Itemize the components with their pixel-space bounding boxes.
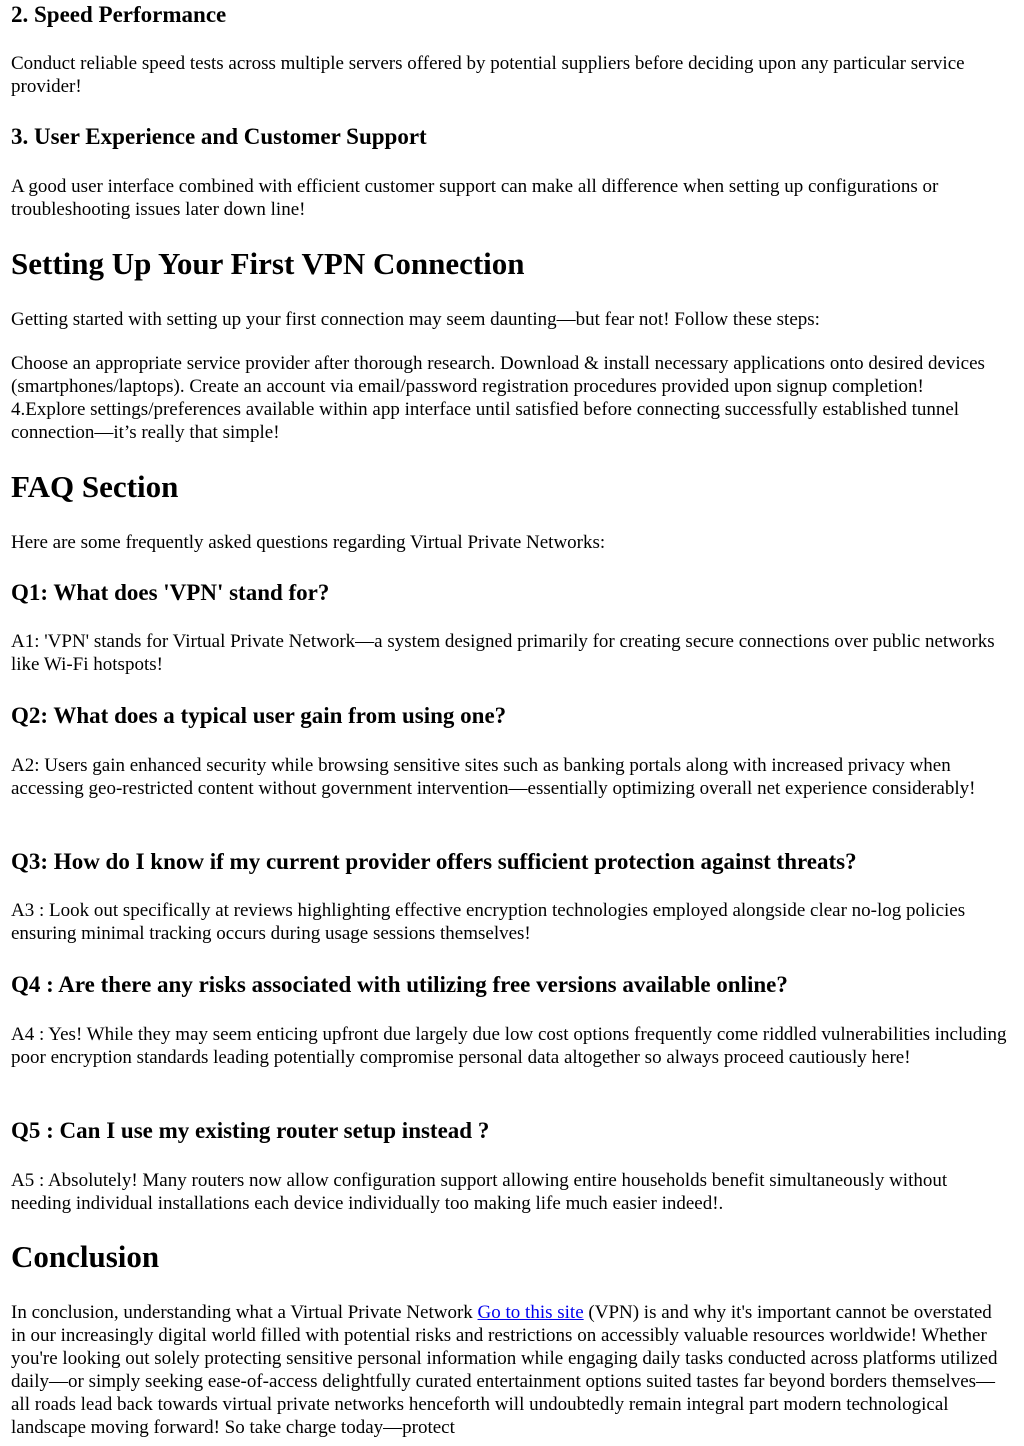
faq-answer: A4 : Yes! While they may seem enticing upfront due largely due low cost options frequently come riddled vulnerabilities including poor encryption standards leading potentially compromise personal data altogether so always proceed cautiously here!: [11, 1024, 1007, 1068]
faq-question: Q3: How do I know if my current provider offers sufficient protection against threats?: [11, 849, 857, 874]
faq-answer: A5 : Absolutely! Many routers now allow configuration support allowing entire households benefit simultaneously without needing individual installations each device individually too making life much easier indeed!.: [11, 1170, 948, 1214]
faq-question: Q4 : Are there any risks associated with utilizing free versions available online?: [11, 972, 788, 997]
setup-heading: Setting Up Your First VPN Connection: [11, 246, 525, 281]
go-to-site-link[interactable]: Go to this site: [477, 1302, 584, 1323]
conclusion-text-start: In conclusion, understanding what a Virtual Private Network: [11, 1302, 478, 1323]
speed-heading: 2. Speed Performance: [11, 2, 227, 27]
faq-question: Q2: What does a typical user gain from using one?: [11, 703, 507, 728]
faq-answer: A2: Users gain enhanced security while browsing sensitive sites such as banking portals along with increased privacy when accessing geo-restricted content without government intervention—essentially optimizing overall net experience considerably!: [11, 755, 976, 799]
faq-question: Q5 : Can I use my existing router setup instead ?: [11, 1118, 490, 1143]
ux-heading: 3. User Experience and Customer Support: [11, 124, 427, 149]
setup-intro: Getting started with setting up your first connection may seem daunting—but fear not! Follow these steps:: [11, 309, 820, 330]
speed-body: Conduct reliable speed tests across multiple servers offered by potential suppliers before deciding upon any particular service provider!: [11, 53, 965, 97]
conclusion-heading: Conclusion: [11, 1239, 160, 1274]
faq-heading: FAQ Section: [11, 469, 179, 504]
faq-question: Q1: What does 'VPN' stand for?: [11, 580, 330, 605]
conclusion-text-end: (VPN) is and why it's important cannot be overstated in our increasingly digital world filled with potential risks and restrictions on accessibly valuable resources worldwide! Whether you're looking out solely protecting sensitive personal information while engaging daily tasks conducted across platforms utilized daily—or simply seeking ease-of-access delightfully curated entertainment options suited tastes far beyond borders themselves—all roads lead back towards virtual private networks henceforth will undoubtedly remain integral part modern technological landscape moving forward! So take charge today—protect: [11, 1302, 998, 1438]
faq-answer: A3 : Look out specifically at reviews highlighting effective encryption technologies employed alongside clear no-log policies ensuring minimal tracking occurs during usage sessions themselves!: [11, 900, 966, 944]
faq-answer: A1: 'VPN' stands for Virtual Private Network—a system designed primarily for creating secure connections over public networks like Wi-Fi hotspots!: [11, 631, 995, 675]
conclusion-body: [11, 1301, 1001, 1439]
faq-intro: Here are some frequently asked questions regarding Virtual Private Networks:: [11, 532, 606, 553]
setup-steps: Choose an appropriate service provider after thorough research. Download & install necessary applications onto desired devices (smartphones/laptops). Create an account via email/password registration procedures provided upon signup completion! 4.Explore settings/preferences available within app interface until satisfied before connecting successfully established tunnel connection—it’s really that simple!: [11, 353, 985, 443]
ux-body: A good user interface combined with efficient customer support can make all difference when setting up configurations or troubleshooting issues later down line!: [11, 176, 939, 220]
